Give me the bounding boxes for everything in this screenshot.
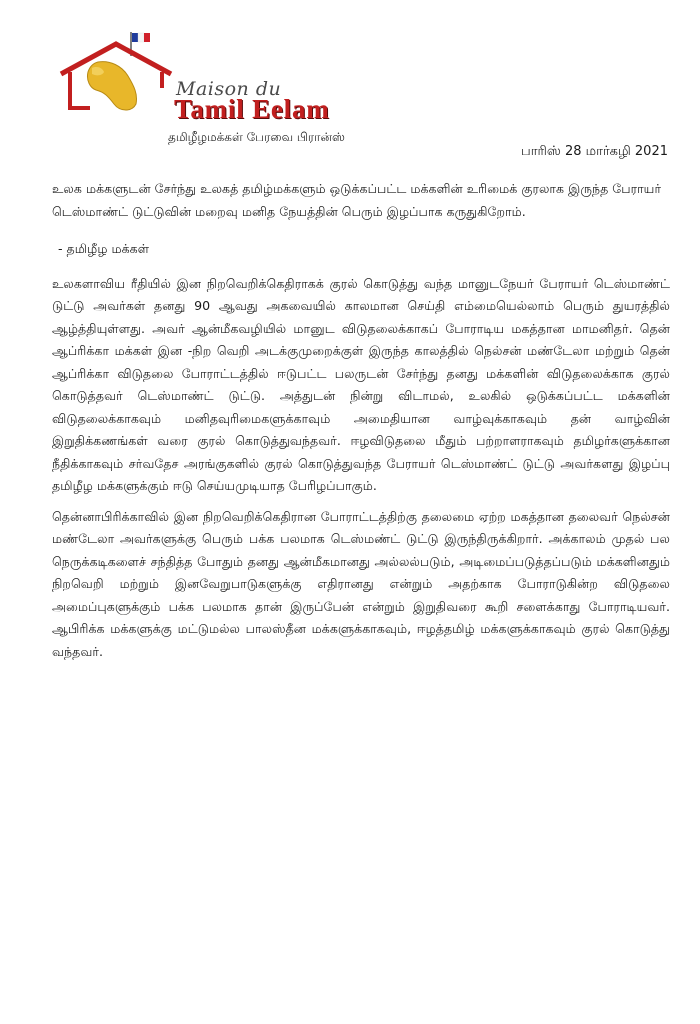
signature: - தமிழீழ மக்கள் <box>58 241 150 256</box>
organization-logo <box>58 30 428 144</box>
body-paragraph-1: உலகளாவிய ரீதியில் இன நிறவெறிக்கெதிராகக் குரல் கொடுத்து வந்த மானுடநேயர் பேராயர் டெஸ்மாண்ட் டுட்டு அவர்கள் தனது 90 ஆவது அகவையில் காலமான செய்தி எம்மையெல்லாம் பெரும் துயரத்தில் ஆழ்த்தியுள்ளது. அவர் ஆன்மீகவழியில் மானுட விடுதலைக்காகப் போராடிய மகத்தான மாமனிதர். தென் ஆப்ரிக்கா மக்கள் இன -நிற வெறி அடக்குமுறைக்குள் இருந்த காலத்தில் நெல்சன் மண்டேலா மற்றும் தென் ஆப்ரிக்கா விடுதலை போராட்டத்தில் ஈடுபட்ட பலருடன் சேர்ந்து தனது மக்களின் விடுதலைக்காக குரல் கொடுத்தவர் டெஸ்மாண்ட் டுட்டு. அத்துடன் நின்று விடாமல், உலகில் ஒடுக்கப்பட்ட மக்களின் விடுதலைக்காகவும் மனிதவுரிமைகளுக்காவும் அமைதியான வாழ்வுக்காகவும் தன் வாழ்வின் இறுதிக்கணங்கள் வரை குரல் கொடுத்துவந்தவர். ஈழவிடுதலை மீதும் பற்றாளராகவும் தமிழர்களுக்கான நீதிக்காகவும் சர்வதேச அரங்குகளில் குரல் கொடுத்துவந்த பேராயர் டெஸ்மாண்ட் டுட்டு அவர்களது இழப்பு தமிழீழ மக்களுக்கும் ஈடு செய்யமுடியாத பேரிழப்பாகும். <box>52 275 670 493</box>
house-map-logo-icon <box>58 30 174 120</box>
dateline: பாரிஸ் 28 மார்கழி 2021 <box>521 144 668 159</box>
logo-name-text: Tamil Eelam <box>174 94 330 124</box>
logo-tagline: தமிழீழமக்கள் பேரவை பிரான்ஸ் <box>168 130 345 144</box>
intro-paragraph: உலக மக்களுடன் சேர்ந்து உலகத் தமிழ்மக்களும் ஒடுக்கப்பட்ட மக்களின் உரிமைக் குரலாக இருந்த பேராயர் டெஸ்மாண்ட் டுட்டுவின் மறைவு மனித நேயத்தின் பெரும் இழப்பாக கருதுகிறோம். <box>52 181 662 219</box>
logo-script-text: Maison du <box>176 78 282 100</box>
body-paragraph-2: தென்னாபிரிக்காவில் இன நிறவெறிக்கெதிரான போராட்டத்திற்கு தலைமை ஏற்ற மகத்தான தலைவர் நெல்சன் மண்டேலா அவர்களுக்கு பெரும் பக்க பலமாக டெஸ்மண்ட் டுட்டு இருந்திருக்கிறார். அக்காலம் முதல் பல நெருக்கடிகளைச் சந்தித்த போதும் தனது ஆன்மீகமானது அல்லல்படும், அடிமைப்படுத்தப்படும் மக்களினதும் நிறவெறி மற்றும் இனவேறுபாடுகளுக்கு எதிரானது என்றும் அதற்காக போராடுகின்ற விடுதலை அமைப்புகளுக்கும் பக்க பலமாக தான் இருப்பேன் என்றும் இறுதிவரை கூறி சளைக்காது போராடியவர். ஆபிரிக்க மக்களுக்கு மட்டுமல்ல பாலஸ்தீன மக்களுக்காகவும், ஈழத்தமிழ் மக்களுக்காகவும் குரல் கொடுத்து வந்தவர். <box>52 508 670 659</box>
letter-body <box>52 178 670 671</box>
